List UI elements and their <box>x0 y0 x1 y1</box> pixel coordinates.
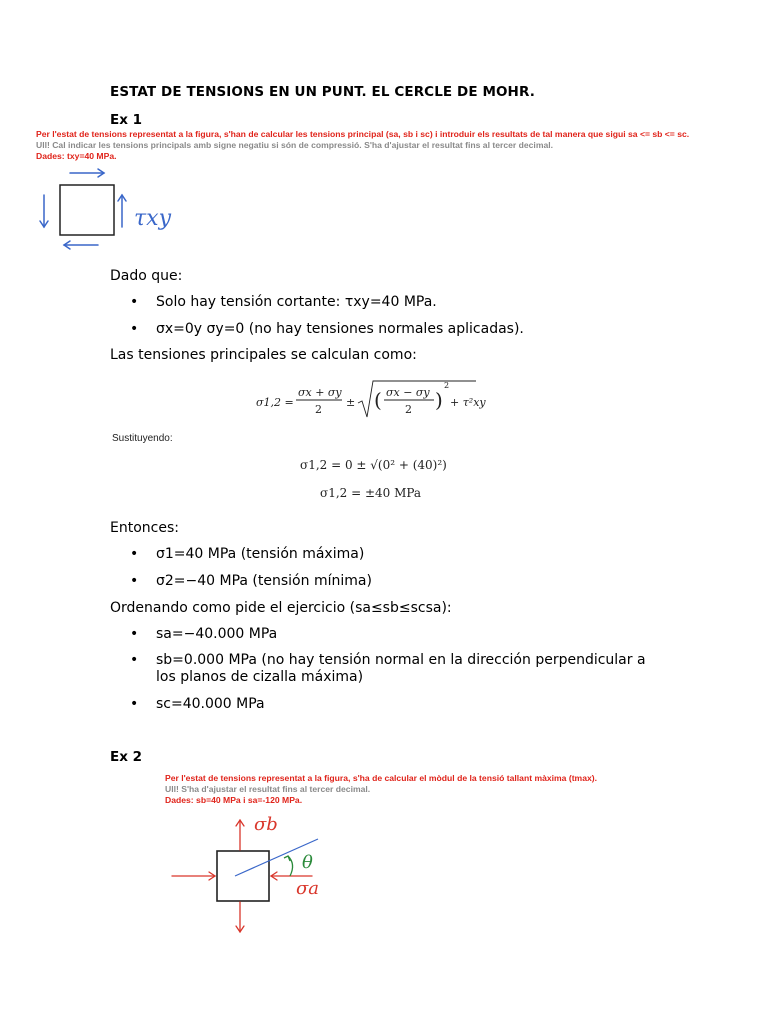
exercise-2-heading: Ex 2 <box>110 749 143 765</box>
formula-num2: σx − σy <box>386 386 430 399</box>
formula-num1: σx + σy <box>298 386 342 399</box>
sigma-b-label: σb <box>254 814 278 835</box>
ex2-instruction-line3: Dades: sb=40 MPa i sa=-120 MPa. <box>165 795 303 805</box>
stress-element-square <box>217 851 269 901</box>
ex1-instruction-line3: Dades: txy=40 MPa. <box>36 151 117 161</box>
formula-den2: 2 <box>405 403 412 416</box>
formula-den1: 2 <box>315 403 322 416</box>
list-item-text: Solo hay tensión cortante: τxy=40 MPa. <box>156 294 437 310</box>
sustituyendo-text: Sustituyendo: <box>112 433 173 444</box>
bullet-icon: • <box>130 573 139 589</box>
substituted-formula-line1: σ1,2 = 0 ± √(0² + (40)²) <box>300 458 447 472</box>
bullet-icon: • <box>130 696 139 712</box>
formula-exp: 2 <box>444 381 450 390</box>
ex1-instruction-line1: Per l'estat de tensions representat a la figura, s'han de calcular les tensions principal (sa, sb i sc) i introduir els resultats de tal manera que sigui sa <= sb <= sc. <box>36 129 690 139</box>
exercise-1-heading: Ex 1 <box>110 112 143 128</box>
bullet-icon: • <box>130 626 139 642</box>
list-item-text: σx=0y σy=0 (no hay tensiones normales aplicadas). <box>156 321 524 337</box>
principal-stress-formula <box>250 375 490 425</box>
bullet-icon: • <box>130 546 139 562</box>
ex2-instruction-line2: Ull! S'ha d'ajustar el resultat fins al tercer decimal. <box>165 784 371 794</box>
ex2-instruction-line1: Per l'estat de tensions representat a la figura, s'ha de calcular el mòdul de la tensió tallant màxima (tmax). <box>165 773 598 783</box>
ex1-instruction-line2: Ull! Cal indicar les tensions principals amb signe negatiu si són de compressió. S'ha d'ajustar el resultat fins al tercer decimal. <box>36 140 554 150</box>
theta-label: θ <box>302 852 313 873</box>
list-item-text: sc=40.000 MPa <box>156 696 265 712</box>
bullet-icon: • <box>130 294 139 310</box>
formula-lhs: σ1,2 = <box>256 396 294 409</box>
ex1-stress-element-figure <box>30 165 200 255</box>
ordenando-text: Ordenando como pide el ejercicio (sa≤sb≤scsa): <box>110 600 452 616</box>
list-item-text: sb=0.000 MPa (no hay tensión normal en la dirección perpendicular a los planos de cizalla máxima) <box>156 652 646 685</box>
sigma-a-label: σa <box>296 878 320 899</box>
stress-element-square <box>60 185 114 235</box>
ex2-stress-element-figure <box>160 808 360 938</box>
principales-intro-text: Las tensiones principales se calculan como: <box>110 347 417 363</box>
formula-tau-term: + τ²xy <box>450 396 486 409</box>
document-title: ESTAT DE TENSIONS EN UN PUNT. EL CERCLE DE MOHR. <box>110 84 535 100</box>
bullet-icon: • <box>130 652 139 668</box>
formula-lparen: ( <box>374 388 382 412</box>
list-item-text: sa=−40.000 MPa <box>156 626 278 642</box>
formula-rparen: ) <box>435 388 443 412</box>
formula-pm: ± <box>346 396 356 409</box>
list-item-text: σ2=−40 MPa (tensión mínima) <box>156 573 372 589</box>
list-item-text: σ1=40 MPa (tensión máxima) <box>156 546 365 562</box>
dado-que-text: Dado que: <box>110 268 183 284</box>
tau-xy-label: τxy <box>134 206 172 231</box>
substituted-formula-line2: σ1,2 = ±40 MPa <box>320 486 422 500</box>
bullet-icon: • <box>130 321 139 337</box>
entonces-text: Entonces: <box>110 520 179 536</box>
